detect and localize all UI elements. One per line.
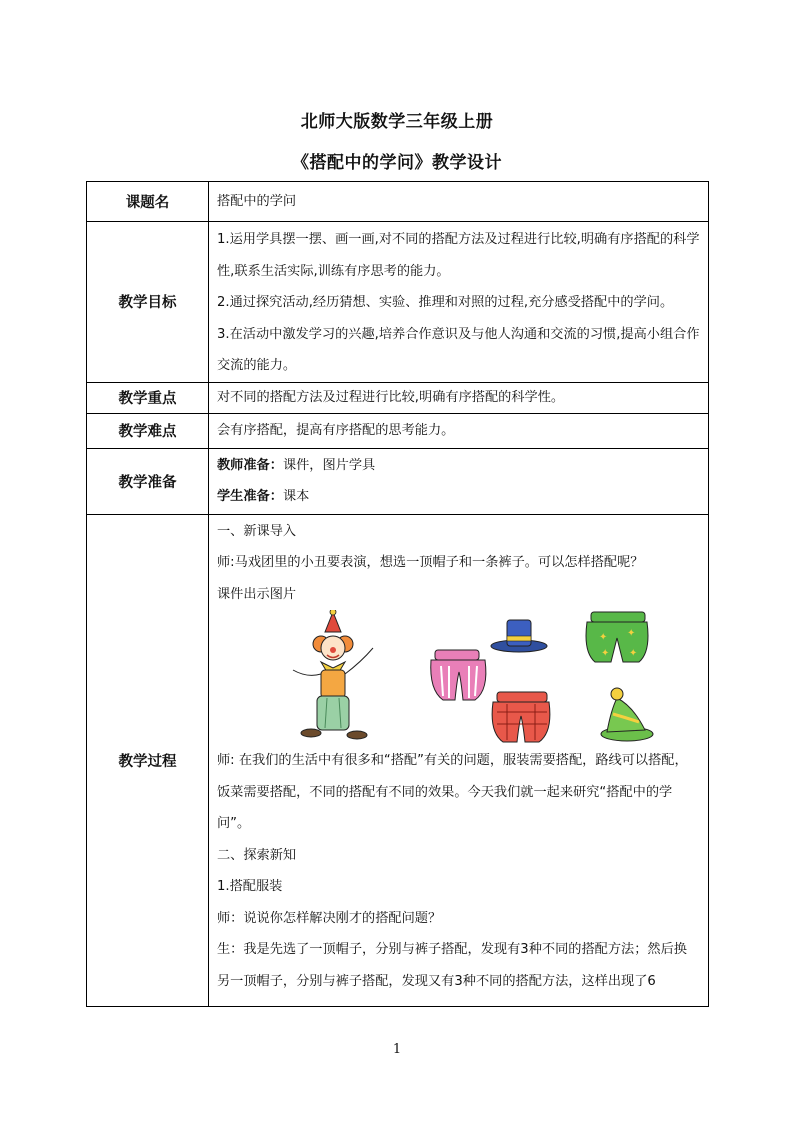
goal-item-2: 2.通过探究活动,经历猜想、实验、推理和对照的过程,充分感受搭配中的学问。 [217, 295, 674, 310]
process-sub-1: 1.搭配服装 [217, 879, 283, 894]
plaid-pants-icon [492, 692, 550, 742]
green-pants-icon [586, 612, 648, 662]
value-key-point: 对不同的搭配方法及过程进行比较,明确有序搭配的科学性。 [209, 382, 709, 413]
student-prep-line [217, 481, 700, 513]
svg-text:✦: ✦ [601, 648, 610, 659]
green-hat-icon [601, 688, 653, 741]
label-preparation: 教学准备 [87, 448, 209, 514]
process-question-1: 师：说说你怎样解决刚才的搭配问题？ [217, 910, 442, 926]
goal-item-1: 1.运用学具摆一摆、画一画,对不同的搭配方法及过程进行比较,明确有序搭配的科学性,联系生活实际,训练有序思考的能力。 [217, 232, 700, 279]
value-difficult-point: 会有序搭配，提高有序搭配的思考能力。 [209, 413, 709, 448]
label-key-point: 教学重点 [87, 382, 209, 413]
value-goals [209, 222, 709, 383]
blue-hat-icon [491, 620, 547, 652]
value-preparation [209, 448, 709, 514]
row-process [87, 514, 709, 1006]
page-number: 1 [392, 1042, 402, 1057]
label-process: 教学过程 [87, 514, 209, 1006]
clown-and-clothes-illustration [217, 610, 717, 745]
row-preparation [87, 448, 709, 514]
teacher-prep-line [217, 450, 700, 482]
process-paragraph-2: 师: 在我们的生活中有很多和“搭配”有关的问题，服装需要搭配，路线可以搭配，饭菜需要搭配，不同的搭配有不同的效果。今天我们就一起来研究“搭配中的学问”。 [217, 753, 688, 831]
process-section-2: 二、探索新知 [217, 847, 297, 863]
process-answer-1: 生：我是先选了一顶帽子，分别与裤子搭配，发现有3种不同的搭配方法；然后换另一顶帽子，分别与裤子搭配，发现又有3种不同的搭配方法，这样出现了6 [217, 942, 687, 989]
row-topic [87, 182, 709, 222]
label-difficult-point: 教学难点 [87, 413, 209, 448]
value-process [209, 514, 709, 1006]
row-goals [87, 222, 709, 383]
label-goals: 教学目标 [87, 222, 209, 383]
document-title: 北师大版数学三年级上册 [300, 112, 494, 132]
lesson-plan-table [86, 181, 709, 1007]
label-topic: 课题名 [87, 182, 209, 222]
teacher-prep-value: 课件，图片学具 [282, 457, 376, 473]
teacher-prep-label: 教师准备： [217, 457, 283, 473]
row-key-point [87, 382, 709, 413]
student-prep-label: 学生准备： [217, 489, 283, 504]
process-section-1: 一、新课导入 [217, 523, 297, 539]
process-line-1: 师:马戏团里的小丑要表演，想选一顶帽子和一条裤子。可以怎样搭配呢？ [217, 555, 644, 570]
student-prep-value: 课本 [282, 489, 310, 504]
svg-text:✦: ✦ [599, 632, 608, 643]
row-difficult-point [87, 413, 709, 448]
clown-clothing-image [217, 610, 700, 745]
process-line-2: 课件出示图片 [217, 586, 297, 602]
pink-pants-icon [431, 650, 486, 700]
value-topic: 搭配中的学问 [209, 182, 709, 222]
goal-item-3: 3.在活动中激发学习的兴趣,培养合作意识及与他人沟通和交流的习惯,提高小组合作交流的能力。 [217, 326, 700, 373]
clown-icon [293, 610, 373, 739]
document-subtitle: 《搭配中的学问》教学设计 [292, 153, 502, 173]
svg-text:✦: ✦ [627, 628, 636, 639]
svg-text:✦: ✦ [629, 648, 638, 659]
